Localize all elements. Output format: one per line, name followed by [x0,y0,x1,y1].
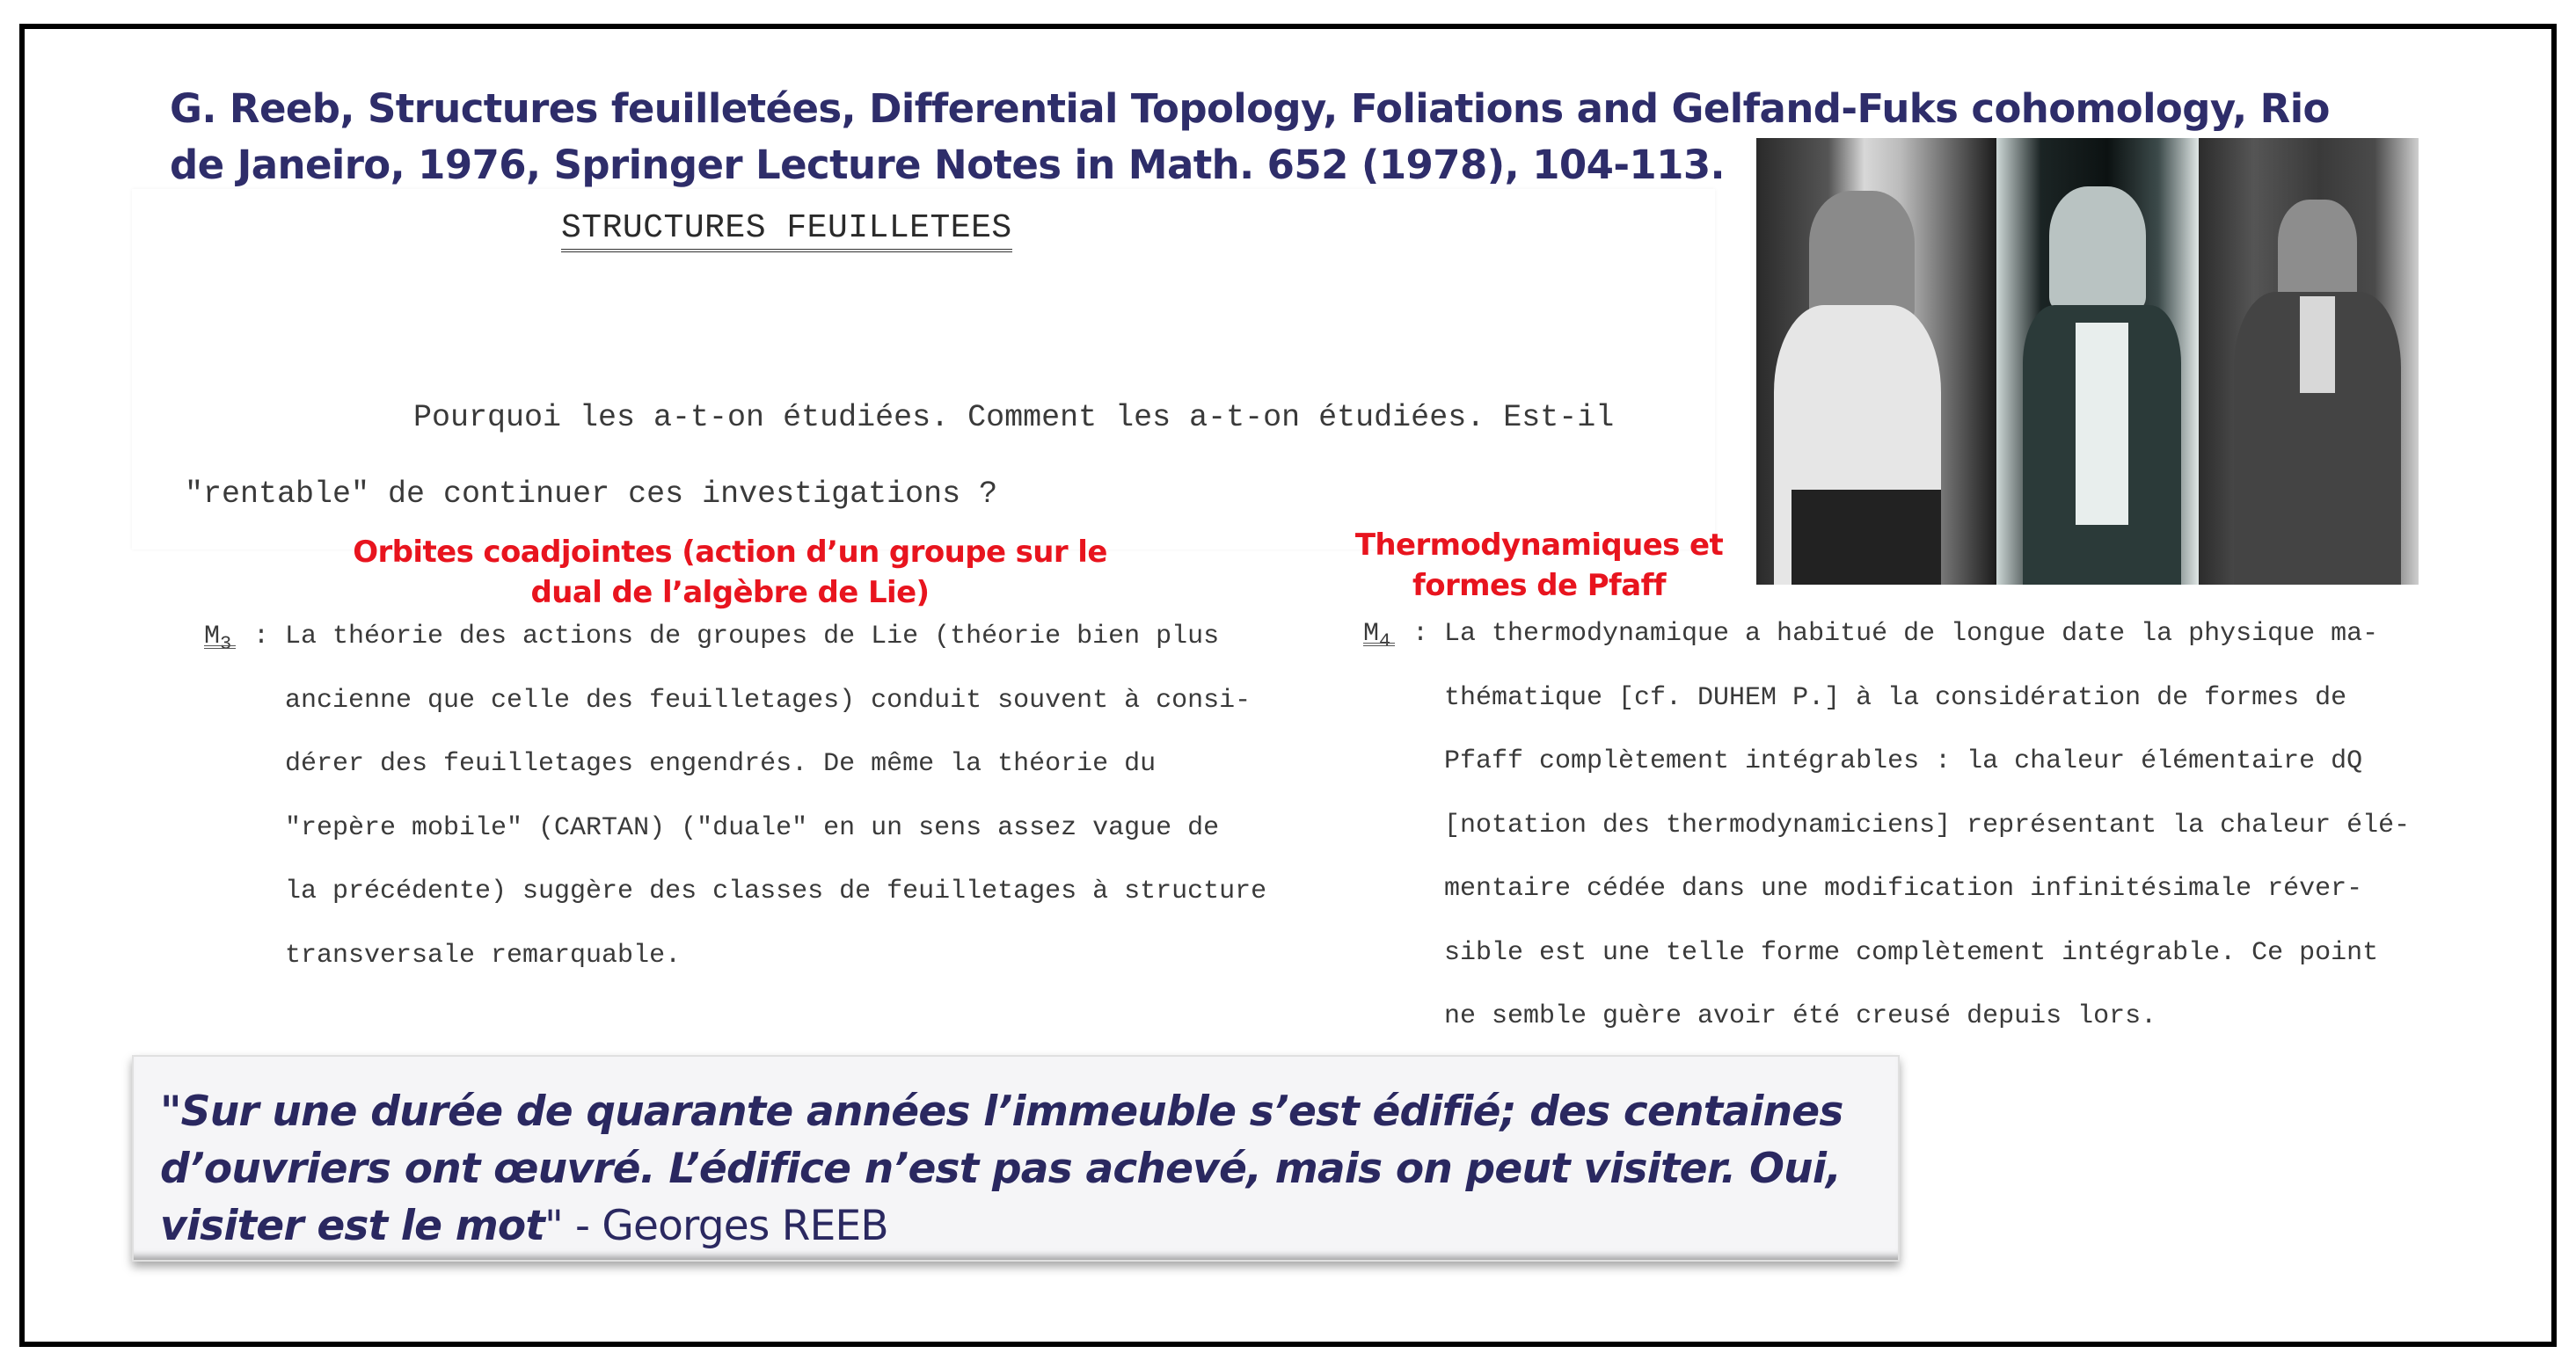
quote-box [132,1055,1900,1262]
tag-underline [1363,643,1395,646]
tag-subscript: 4 [1379,630,1391,652]
tag-underline [204,645,236,649]
portrait-photo-strip [1756,138,2419,585]
colon: : [253,622,270,651]
portrait-shirt-2 [2076,323,2128,525]
document-heading: STRUCTURES FEUILLETEES [561,209,1012,252]
portrait-photo-1 [1756,138,1996,585]
tag-subscript: 3 [220,633,232,655]
portrait-head-3 [2278,200,2357,305]
line: ancienne que celle des feuilletages) conduit souvent à consi- [285,685,1252,716]
portrait-trousers-1 [1792,490,1941,585]
line: mentaire cédée dans une modification infinitésimale réver- [1444,874,2363,904]
annotation-left-line-1: Orbites coadjointes (action d’un groupe sur le [353,535,1107,570]
quote-line-2: d’ouvriers ont œuvré. L’édifice n’est pas achevé, mais on peut visiter. Oui, [160,1145,1842,1193]
line: "repère mobile" (CARTAN) ("duale" en un sens assez vague de [285,812,1220,843]
intro-line-2: "rentable" de continuer ces investigations ? [185,477,998,512]
annotation-coadjoint-orbits [334,532,1126,613]
line: transversale remarquable. [285,940,682,971]
annotation-left-line-2: dual de l’algèbre de Lie) [530,575,930,610]
colon: : [1412,619,1429,649]
reference-line-2: de Janeiro, 1976, Springer Lecture Notes in Math. 652 (1978), 104-113. [170,142,1726,188]
line: La thermodynamique a habitué de longue date la physique ma- [1444,619,2379,649]
quote-line-1: "Sur une durée de quarante années l’immeuble s’est édifié; des centaines [160,1088,1843,1136]
intro-line-1: Pourquoi les a-t-on étudiées. Comment les a-t-on étudiées. Est-il [413,400,1615,435]
closing-quote-mark: " [544,1202,563,1250]
portrait-photo-2 [1996,138,2199,585]
quote-attribution: - Georges REEB [562,1202,888,1250]
line: la précédente) suggère des classes de feuilletages à structure [285,877,1267,906]
tag-letter: M [204,622,221,651]
line: Pfaff complètement intégrables : la chaleur élémentaire dQ [1444,746,2363,776]
paragraph-lines-m3 [285,605,1266,987]
portrait-head-2 [2049,186,2146,309]
tag-letter: M [1363,619,1380,649]
paragraph-tag-m4 [1363,602,1390,674]
line: thématique [cf. DUHEM P.] à la considération de formes de [1444,682,2347,713]
paragraph-tag-m3 [204,605,231,677]
quote-line-3: visiter est le mot [160,1202,545,1250]
paragraph-m3 [204,605,1303,1001]
line: La théorie des actions de groupes de Lie (théorie bien plus [285,622,1220,651]
annotation-right-line-2: formes de Pfaff [1412,568,1666,603]
quote-text [160,1083,1884,1255]
portrait-photo-3 [2199,138,2419,585]
reference-line-1: G. Reeb, Structures feuilletées, Differential Topology, Foliations and Gelfand-Fuks cohomology, Rio [170,85,2330,132]
portrait-shirt-3 [2300,296,2335,393]
portrait-head-1 [1809,191,1915,323]
paragraph-m4 [1363,602,2550,1059]
line: sible est une telle forme complètement intégrable. Ce point [1444,937,2379,968]
paragraph-lines-m4 [1444,602,2410,1049]
annotation-thermodynamics [1341,525,1737,606]
line: dérer des feuilletages engendrés. De même la théorie du [285,749,1157,779]
line: [notation des thermodynamiciens] représentant la chaleur élé- [1444,810,2411,840]
annotation-right-line-1: Thermodynamiques et [1354,528,1724,563]
line: ne semble guère avoir été creusé depuis lors. [1444,1001,2157,1031]
